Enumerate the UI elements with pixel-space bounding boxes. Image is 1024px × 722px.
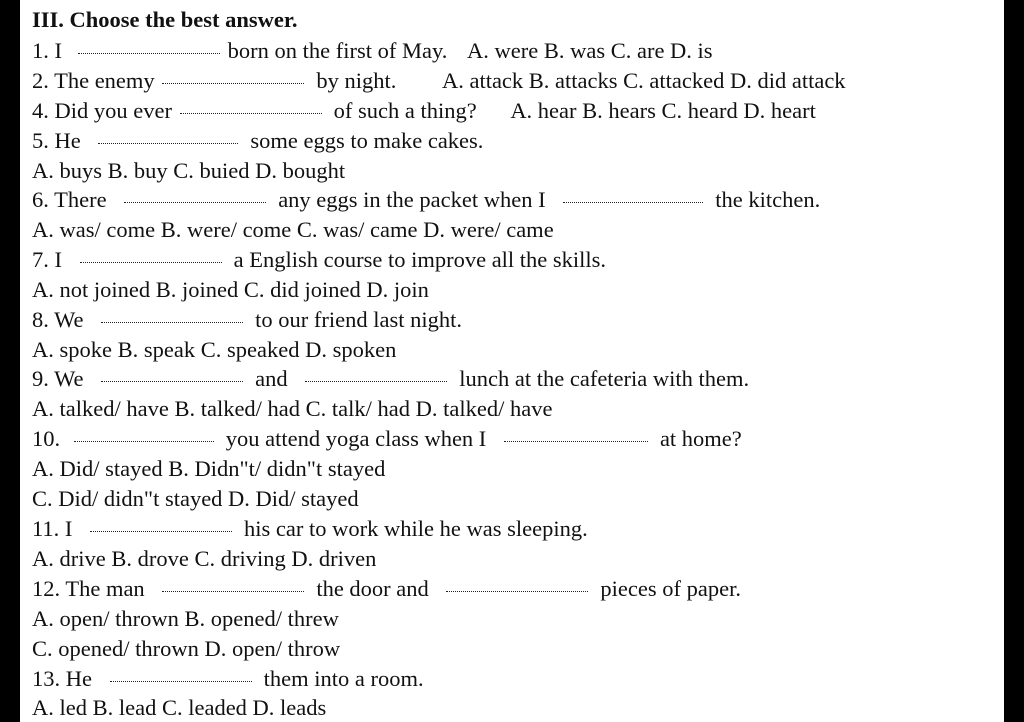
question-10-options-c-d: C. Did/ didn"t stayed D. Did/ stayed [32,486,359,511]
answer-blank [74,441,214,442]
answer-options: A. were B. was C. are D. is [467,38,713,63]
question-text: by night. [316,68,397,93]
answer-blank [110,681,252,682]
question-number: 1. I [32,38,62,63]
answer-blank [101,322,243,323]
question-5 [32,127,483,155]
question-11-options: A. drive B. drove C. driving D. driven [32,546,377,571]
question-text: any eggs in the packet when I [278,187,546,212]
question-9 [32,365,749,393]
question-text-end: pieces of paper. [600,576,741,601]
question-text: of such a thing? [333,98,477,123]
answer-blank [162,83,304,84]
question-number: 6. There [32,187,107,212]
answer-options: A. hear B. hears C. heard D. heart [510,98,816,123]
answer-blank [563,202,703,203]
question-8 [32,306,462,334]
question-number: 4. Did you ever [32,98,172,123]
question-text: his car to work while he was sleeping. [244,516,588,541]
question-text: you attend yoga class when I [225,426,487,451]
answer-blank [180,113,322,114]
question-text: them into a room. [263,666,424,691]
question-number: 5. He [32,128,81,153]
answer-blank [305,381,447,382]
question-number: 12. The man [32,576,145,601]
section-title: III. Choose the best answer. [32,7,298,32]
question-7 [32,246,606,274]
answer-blank [101,381,243,382]
answer-blank [124,202,266,203]
answer-blank [78,53,220,54]
question-1 [32,37,713,65]
answer-blank [98,143,238,144]
question-12-options-c-d: C. opened/ thrown D. open/ throw [32,636,341,661]
answer-blank [446,591,588,592]
question-number: 13. He [32,666,92,691]
question-8-options: A. spoke B. speak C. speaked D. spoken [32,337,397,362]
question-text-end: lunch at the cafeteria with them. [459,366,750,391]
question-7-options: A. not joined B. joined C. did joined D. join [32,277,429,302]
question-13 [32,665,424,693]
question-text-end: at home? [659,426,742,451]
question-9-options: A. talked/ have B. talked/ had C. talk/ had D. talked/ have [32,396,553,421]
answer-options: A. attack B. attacks C. attacked D. did attack [441,68,846,93]
answer-blank [162,591,304,592]
question-text-end: the kitchen. [715,187,821,212]
answer-blank [80,262,222,263]
question-10 [32,425,742,453]
question-number: 2. The enemy [32,68,155,93]
answer-blank [504,441,648,442]
answer-blank [90,531,232,532]
question-text: some eggs to make cakes. [250,128,484,153]
question-number: 10. [32,426,61,451]
question-5-options: A. buys B. buy C. buied D. bought [32,158,346,183]
question-text: the door and [316,576,429,601]
question-6 [32,186,820,214]
question-2 [32,67,846,95]
question-4 [32,97,816,125]
question-13-options: A. led B. lead C. leaded D. leads [32,695,327,720]
question-number: 8. We [32,307,84,332]
question-10-options-a-b: A. Did/ stayed B. Didn"t/ didn"t stayed [32,456,386,481]
question-6-options: A. was/ come B. were/ come C. was/ came D. were/ came [32,217,554,242]
question-12 [32,575,741,603]
question-text: born on the first of May. [227,38,448,63]
question-number: 11. I [32,516,73,541]
question-text: and [255,366,288,391]
question-text: to our friend last night. [255,307,462,332]
question-12-options-a-b: A. open/ thrown B. opened/ threw [32,606,339,631]
worksheet-page [20,0,1004,722]
question-number: 9. We [32,366,84,391]
question-number: 7. I [32,247,62,272]
question-11 [32,515,588,543]
question-text: a English course to improve all the skills. [233,247,607,272]
